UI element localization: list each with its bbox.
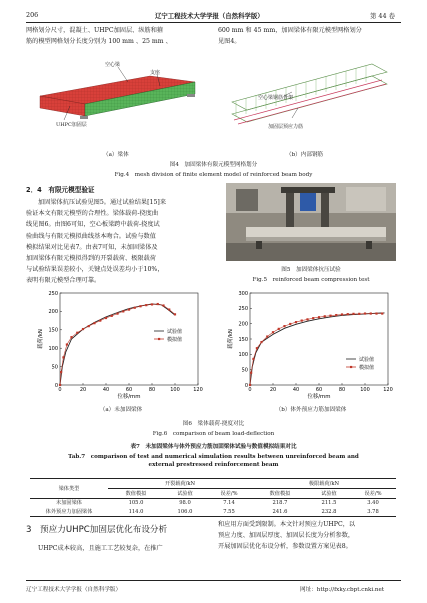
fig6-caption-cn: 图6 梁体载荷-挠度对比 [182,421,245,427]
data-point [82,328,84,330]
fig4b-label-pre: 加固层预应力筋 [268,124,304,130]
y-tick-label: 150 [238,336,248,343]
x-tick-label: 80 [148,387,156,393]
x-tick-label: 0 [58,387,62,393]
intro-right: 600 mm 和 45 mm，加固梁体有限元模型网格划分 见图4。 [218,27,362,46]
series-line-1 [250,314,382,386]
data-point [60,371,62,373]
table7-sub: 试验值 [308,488,350,498]
y-tick-label: 250 [238,306,248,313]
x-tick-label: 100 [170,387,180,393]
section-3-right: 和应用方面受到限制。本文针对预应力UHPC，以 预应力度、加固层厚度、加固层长度为分析参数， 开展加固层优化布设分析，参数设置方案见表8。 [218,521,356,551]
y-tick-label: 250 [48,290,58,297]
x-tick-label: 0 [248,387,252,393]
fig5-caption-en: Fig.5 reinforced beam compression test [252,277,370,283]
x-tick-label: 40 [292,387,300,393]
data-point [157,303,159,305]
y-tick-label: 100 [48,346,58,352]
fig5-caption-cn: 图5 加固梁体抗压试验 [281,267,341,273]
series-line-1 [60,304,175,385]
data-point [128,308,130,310]
y-tick-label: 200 [238,321,248,328]
data-point [122,310,124,312]
fig6b-chart [226,287,396,405]
y-tick-label: 50 [241,367,248,374]
fig6b-caption: （b）体外预应力筋加固梁体 [275,407,347,413]
legend-label: 试验值 [359,356,375,363]
data-point [66,343,68,345]
journal-title: 辽宁工程技术大学学报（自然科学版） [155,12,264,20]
data-point [88,325,90,327]
table7-sub: 误差/% [350,488,396,498]
data-point [364,312,366,314]
data-point [145,304,147,306]
data-point [105,317,107,319]
y-tick-label: 50 [51,364,58,371]
table7-sub: 误差/% [206,488,252,498]
section-2-4-body: 加固梁体抗压试验见图5。通过试验结果[15]来 验证本文有限元模型的合理性。梁体载荷-挠度曲 线见图6。由图6可知，空心板梁跨中载荷-挠度试 验曲线与有限元模拟曲线基本吻合。试验与数值 模拟结果对比见表7。由表7可知，未加固梁体及 加固梁体有限元模拟得到的开裂载荷、极限载荷 与试验结果误差较小，关键点处误差均小于10%， 表明有限元模型合理可靠。 [26,199,167,285]
plot-frame [250,293,388,385]
data-point [62,356,64,358]
x-tick-label: 20 [269,387,277,393]
data-point [99,320,101,322]
x-tick-label: 80 [338,387,346,393]
page-number: 206 [26,11,39,19]
data-point [272,331,274,333]
data-point [174,313,176,315]
x-tick-label: 20 [79,387,87,393]
x-axis-label: 位移/mm [307,394,331,400]
fig5-test-photo [226,183,396,261]
data-point [301,320,303,322]
legend-label: 模拟值 [167,336,183,343]
fig6a-caption: （a）未加固梁体 [99,407,143,413]
data-point [260,341,262,343]
data-point [93,322,95,324]
data-point [134,307,136,309]
table7-group-crack: 开裂载荷/kN [108,479,252,489]
y-tick-label: 300 [238,290,248,297]
data-point [283,325,285,327]
volume-label: 第 44 卷 [370,12,395,20]
data-point [329,315,331,317]
header-rule [26,22,401,23]
data-point [256,347,258,349]
legend-label: 试验值 [167,328,183,335]
table7-col-type: 梁体类型 [30,479,108,499]
data-point [381,312,383,314]
section-3-left: UHPC成本较高，且施工工艺较复杂，在推广 [38,545,163,552]
data-point [295,321,297,323]
x-tick-label: 60 [125,387,133,393]
section-3-title: 3 预应力UHPC加固层优化布设分析 [26,525,168,535]
series-line-0 [250,313,385,385]
table7-sub: 数值模拟 [252,488,308,498]
fig6a-chart [36,287,206,405]
data-point [76,332,78,334]
data-point [116,313,118,315]
y-axis-label: 载荷/kN [38,329,44,349]
table7-group-ultimate: 极限载荷/kN [252,479,396,489]
x-tick-label: 60 [315,387,323,393]
fig4b-caption: （b）内部钢筋 [286,152,324,158]
data-point [252,358,254,360]
fig4b-rebar-cage [222,58,402,146]
data-point [370,312,372,314]
series-line-0 [60,304,175,385]
data-point [358,313,360,315]
legend-marker [350,366,352,368]
table-row: 未加固梁体 105.0 98.0 7.14 218.7 211.5 3.40 [56,499,379,507]
y-tick-label: 150 [48,327,58,334]
data-point [335,314,337,316]
data-point [341,313,343,315]
x-tick-label: 40 [102,387,110,393]
data-point [168,308,170,310]
legend-marker [158,338,160,340]
data-point [312,317,314,319]
data-point [59,384,61,386]
table7-sub: 数值模拟 [108,488,164,498]
footer-journal: 辽宁工程技术大学学报（自然科学版） [26,587,122,593]
fig6-caption-en: Fig.6 comparison of beam load-deflection [152,431,275,437]
x-axis-label: 位移/mm [117,394,141,400]
fig4a-label-core: 空心梁 [105,62,121,68]
table7 [30,478,396,517]
fig4b-label-hollow: 空心梁钢筋骨架 [258,95,294,101]
data-point [347,313,349,315]
data-point [352,313,354,315]
y-tick-label: 0 [54,382,58,389]
data-point [162,304,164,306]
data-point [318,316,320,318]
table-row: 体外预应力加固梁体 114.0 106.0 7.55 241.6 232.8 3.78 [30,507,396,516]
y-axis-label: 载荷/kN [228,329,234,349]
fig4a-caption: （a）梁体 [103,152,129,158]
y-tick-label: 100 [238,352,248,359]
table7-title-en-1: Tab.7 comparison of test and numerical simulation results between unreinforced beam and [68,454,359,460]
data-point [250,372,252,374]
section-2-4-title: 2．4 有限元模型验证 [26,186,95,194]
intro-left: 网格划分尺寸，混凝土、UHPC加固层、纵筋和箍 筋的模型网格划分长度分别为 100 mm 、25 mm 、 [26,27,172,46]
fig4a-label-support: 支座 [150,70,161,76]
data-point [324,315,326,317]
footer-rule [26,580,401,581]
y-tick-label: 0 [244,382,248,389]
table7-title-en-2: external prestressed reinforcement beam [148,462,279,468]
legend-label: 模拟值 [359,364,375,371]
data-point [139,305,141,307]
data-point [289,323,291,325]
table7-title-cn: 表7 未加固梁体与体外预应力筋加固梁体试验与数值模拟结果对比 [130,444,297,450]
y-tick-label: 200 [48,309,58,316]
data-point [306,318,308,320]
x-tick-label: 120 [383,387,393,393]
x-tick-label: 100 [360,387,370,393]
table7-sub: 试验值 [164,488,206,498]
fig4-caption-cn: 图4 加固梁体有限元模型网格划分 [169,162,258,168]
data-point [70,336,72,338]
x-tick-label: 120 [193,387,203,393]
fig4-caption-en: Fig.4 mesh division of finite element model of reinforced beam body [114,172,313,178]
data-point [278,328,280,330]
footer-url[interactable]: 网址：http://fxky.cbpt.cnki.net [300,587,385,593]
fig4a-label-uhpc: UHPC加固层 [56,122,87,128]
data-point [375,312,377,314]
data-point [249,384,251,386]
data-point [111,315,113,317]
data-point [151,303,153,305]
data-point [266,335,268,337]
fig4a-beam-mesh [30,58,210,143]
